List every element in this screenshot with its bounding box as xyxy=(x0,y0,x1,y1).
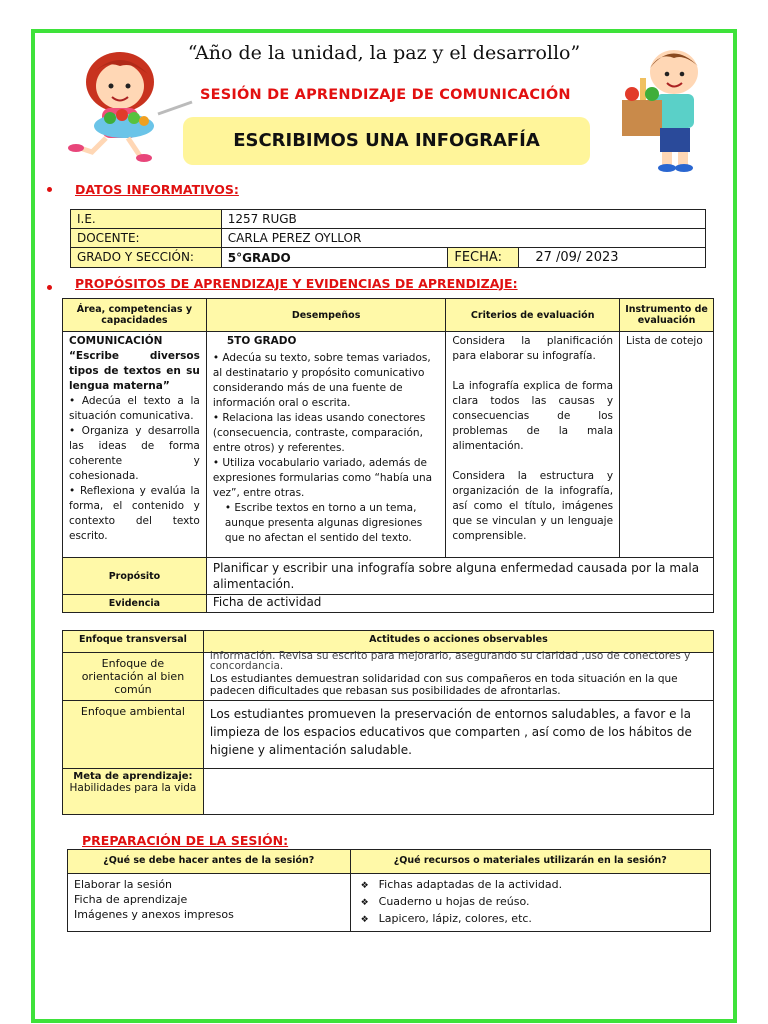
datos-heading: DATOS INFORMATIVOS: xyxy=(75,182,239,197)
area-cell xyxy=(63,332,207,558)
antes-item: Imágenes y anexos impresos xyxy=(74,908,234,921)
instrumento-cell: Lista de cotejo xyxy=(620,332,714,558)
docente-label: DOCENTE: xyxy=(71,229,222,248)
area-item: • Organiza y desarrolla las ideas de forma coherente y cohesionada. xyxy=(69,425,200,482)
desempeno-item: • Utiliza vocabulario variado, además de expresiones formularias como “había una vez”, entre otras. xyxy=(212,457,433,499)
meta-sub: Habilidades para la vida xyxy=(69,782,197,794)
enfoque-text: Los estudiantes promueven la preservación de entornos saludables, a favor e la limpieza de los espacios educativos que comparten , así como de los hábitos de higiene y alimentación saludable. xyxy=(203,701,713,769)
antes-item: Ficha de aprendizaje xyxy=(74,893,188,906)
proposito-value: Planificar y escribir una infografía sobre alguna enfermedad causada por la mala alimentación. xyxy=(206,558,713,595)
evidencia-value: Ficha de actividad xyxy=(206,595,713,613)
enfoques-table xyxy=(62,630,714,815)
header-desempenos: Desempeños xyxy=(206,299,445,332)
desempeno-item: • Adecúa su texto, sobre temas variados, al destinatario y propósito comunicativo considerando más de una fuente de información oral o escrita. xyxy=(212,352,431,409)
fecha-value: 27 /09/ 2023 xyxy=(519,248,706,268)
evidencia-label: Evidencia xyxy=(63,595,207,613)
ie-value: 1257 RUGB xyxy=(221,210,705,229)
overlap-text: información. Revisa su escrito para mejorarlo, asegurando su claridad ,uso de conectores y concordancia. xyxy=(209,650,691,672)
meta-cell xyxy=(63,769,204,815)
header-actitudes: Actitudes o acciones observables xyxy=(203,631,713,653)
fecha-label: FECHA: xyxy=(448,248,519,268)
recurso-text: Fichas adaptadas de la actividad. xyxy=(378,878,563,891)
preparacion-table xyxy=(67,849,711,932)
bullet-icon xyxy=(47,187,52,192)
docente-value: CARLA PEREZ OYLLOR xyxy=(221,229,705,248)
recurso-item xyxy=(361,877,704,894)
recursos-list xyxy=(361,877,704,928)
bullet-icon xyxy=(47,285,52,290)
recurso-item xyxy=(361,894,704,911)
criterio-item: Considera la estructura y organización de la infografía, así como el título, imágenes que se vinculan y un lenguaje comprensible. xyxy=(452,470,614,542)
area-title: COMUNICACIÓN xyxy=(69,335,163,347)
enfoque-text-cell xyxy=(203,650,713,701)
recurso-text: Cuaderno u hojas de reúso. xyxy=(378,895,530,908)
antes-cell xyxy=(68,874,351,932)
grado-label: GRADO Y SECCIÓN: xyxy=(71,248,222,268)
year-motto: “Año de la unidad, la paz y el desarrollo” xyxy=(187,42,581,64)
grado-title: 5TO GRADO xyxy=(226,335,297,347)
session-title: SESIÓN DE APRENDIZAJE DE COMUNICACIÓN xyxy=(200,87,571,103)
header-instrumento: Instrumento de evaluación xyxy=(620,299,714,332)
header-area: Área, competencias y capacidades xyxy=(63,299,207,332)
desempenos-cell xyxy=(206,332,445,558)
proposito-label: Propósito xyxy=(63,558,207,595)
area-competencia: “Escribe diversos tipos de textos en su lengua materna” xyxy=(69,350,200,392)
criterios-cell xyxy=(446,332,620,558)
header-criterios: Criterios de evaluación xyxy=(446,299,620,332)
grado-value: 5°GRADO xyxy=(221,248,448,268)
propositos-heading: PROPÓSITOS DE APRENDIZAJE Y EVIDENCIAS DE APRENDIZAJE: xyxy=(75,276,518,291)
enfoque-label: Enfoque de orientación al bien común xyxy=(63,653,204,701)
desempeno-item: • Escribe textos en torno a un tema, aunque presenta algunas digresiones que no afectan el sentido del texto. xyxy=(224,502,423,544)
recursos-cell xyxy=(350,874,710,932)
enfoque-label: Enfoque ambiental xyxy=(63,701,204,769)
recurso-text: Lapicero, lápiz, colores, etc. xyxy=(378,912,532,925)
antes-item: Elaborar la sesión xyxy=(74,878,173,891)
area-item: • Reflexiona y evalúa la forma, el contenido y contexto del texto escrito. xyxy=(69,485,200,542)
lesson-title-banner: ESCRIBIMOS UNA INFOGRAFÍA xyxy=(183,117,590,165)
datos-table xyxy=(70,209,706,268)
criterio-item: La infografía explica de forma clara todos las causas y consecuencias de los problemas de la mala alimentación. xyxy=(452,380,614,452)
header-enfoque: Enfoque transversal xyxy=(63,631,204,653)
desempeno-item: • Relaciona las ideas usando conectores (consecuencia, contraste, comparación, entre otros) y referentes. xyxy=(212,412,426,454)
enfoque-text: Los estudiantes demuestran solidaridad con sus compañeros en toda situación en la que padecen dificultades que rebasan sus posibilidades de afrontarlas. xyxy=(209,673,678,697)
preparacion-heading: PREPARACIÓN DE LA SESIÓN: xyxy=(82,833,289,848)
recurso-item xyxy=(361,911,704,928)
header-antes: ¿Qué se debe hacer antes de la sesión? xyxy=(68,850,351,874)
header-recursos: ¿Qué recursos o materiales utilizarán en la sesión? xyxy=(350,850,710,874)
meta-value xyxy=(203,769,713,815)
ie-label: I.E. xyxy=(71,210,222,229)
criterio-item: Considera la planificación para elaborar su infografía. xyxy=(452,335,614,362)
propositos-table xyxy=(62,298,714,613)
area-item: • Adecúa el texto a la situación comunicativa. xyxy=(69,395,200,422)
meta-label: Meta de aprendizaje: xyxy=(73,771,193,782)
